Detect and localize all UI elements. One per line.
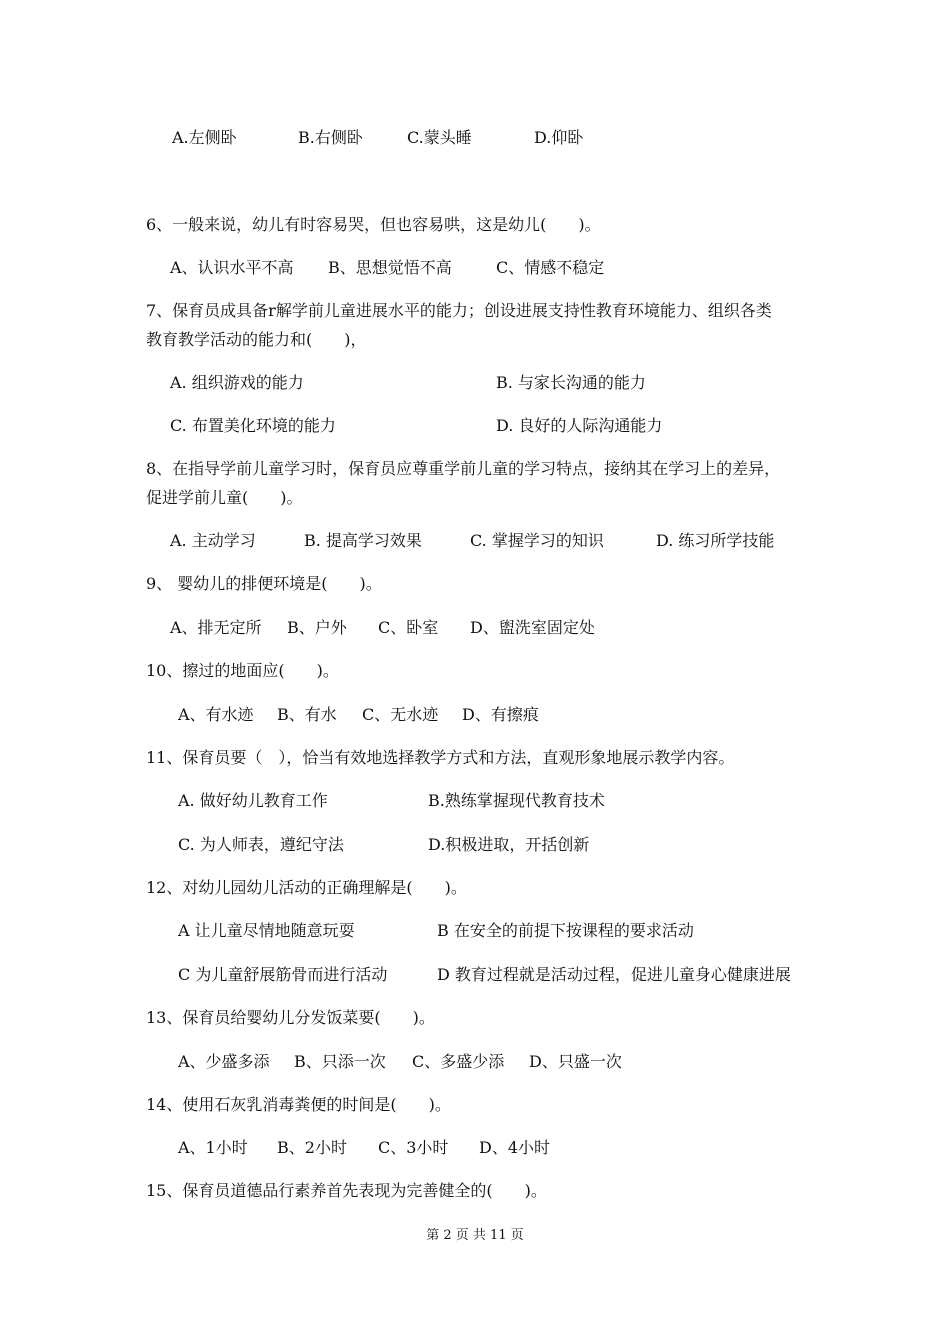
option: C、无水迹 [362, 705, 439, 724]
option: A、少盛多添 [178, 1052, 270, 1071]
option: B、有水 [277, 705, 337, 724]
question-text: 12、对幼儿园幼儿活动的正确理解是( )。 [146, 878, 467, 897]
option: A、排无定所 [170, 618, 262, 637]
option: B.熟练掌握现代教育技术 [428, 791, 605, 810]
option: C 为儿童舒展筋骨而进行活动 [178, 965, 388, 984]
option: C、多盛少添 [412, 1052, 505, 1071]
page-footer: 第 2 页 共 11 页 [426, 1228, 524, 1243]
option: A、有水迹 [178, 705, 254, 724]
option: C.蒙头睡 [407, 128, 472, 147]
option: B. 与家长沟通的能力 [496, 373, 646, 392]
option: C、卧室 [378, 618, 439, 637]
option: C. 为人师表，遵纪守法 [178, 835, 344, 854]
option: D. 良好的人际沟通能力 [496, 416, 663, 435]
option: D 教育过程就是活动过程，促进儿童身心健康进展 [437, 965, 791, 984]
option: D.积极进取，开括创新 [428, 835, 590, 854]
option: B、户外 [287, 618, 347, 637]
option: A. 主动学习 [170, 531, 256, 550]
question-text: 6、一般来说，幼儿有时容易哭，但也容易哄，这是幼儿( )。 [146, 215, 601, 234]
option: D.仰卧 [534, 128, 584, 147]
option: B 在安全的前提下按课程的要求活动 [437, 921, 694, 940]
option: D、4小时 [479, 1138, 551, 1157]
option: C. 布置美化环境的能力 [170, 416, 336, 435]
question-text: 11、保育员要（ ），恰当有效地选择教学方式和方法，直观形象地展示教学内容。 [146, 748, 735, 767]
option: A、认识水平不高 [170, 258, 294, 277]
question-text: 8、在指导学前儿童学习时，保育员应尊重学前儿童的学习特点，接纳其在学习上的差异， [146, 459, 781, 478]
question-text: 9、 婴幼儿的排便环境是( )。 [146, 574, 382, 593]
option: D、只盛一次 [529, 1052, 622, 1071]
question-text: 促进学前儿童( )。 [146, 488, 303, 507]
option: B. 提高学习效果 [304, 531, 422, 550]
option: D、有擦痕 [462, 705, 539, 724]
option: C. 掌握学习的知识 [470, 531, 604, 550]
option: C、情感不稳定 [496, 258, 605, 277]
option: D. 练习所学技能 [656, 531, 775, 550]
question-text: 14、使用石灰乳消毒粪便的时间是( )。 [146, 1095, 451, 1114]
option: A. 组织游戏的能力 [170, 373, 304, 392]
option: A.左侧卧 [172, 128, 237, 147]
option: B、只添一次 [294, 1052, 386, 1071]
option: B、思想觉悟不高 [328, 258, 452, 277]
question-text: 13、保育员给婴幼儿分发饭菜要( )。 [146, 1008, 435, 1027]
option: C、3小时 [378, 1138, 449, 1157]
option: D、盥洗室固定处 [470, 618, 595, 637]
question-text: 教育教学活动的能力和( )， [146, 330, 367, 349]
option: B、2小时 [277, 1138, 347, 1157]
option: A. 做好幼儿教育工作 [178, 791, 328, 810]
question-text: 15、保育员道德品行素养首先表现为完善健全的( )。 [146, 1181, 547, 1200]
question-text: 7、保育员成具备r解学前儿童进展水平的能力；创设进展支持性教育环境能力、组织各类 [146, 301, 772, 320]
option: B.右侧卧 [298, 128, 363, 147]
question-text: 10、擦过的地面应( )。 [146, 661, 339, 680]
option: A 让儿童尽情地随意玩耍 [178, 921, 355, 940]
option: A、1小时 [178, 1138, 248, 1157]
